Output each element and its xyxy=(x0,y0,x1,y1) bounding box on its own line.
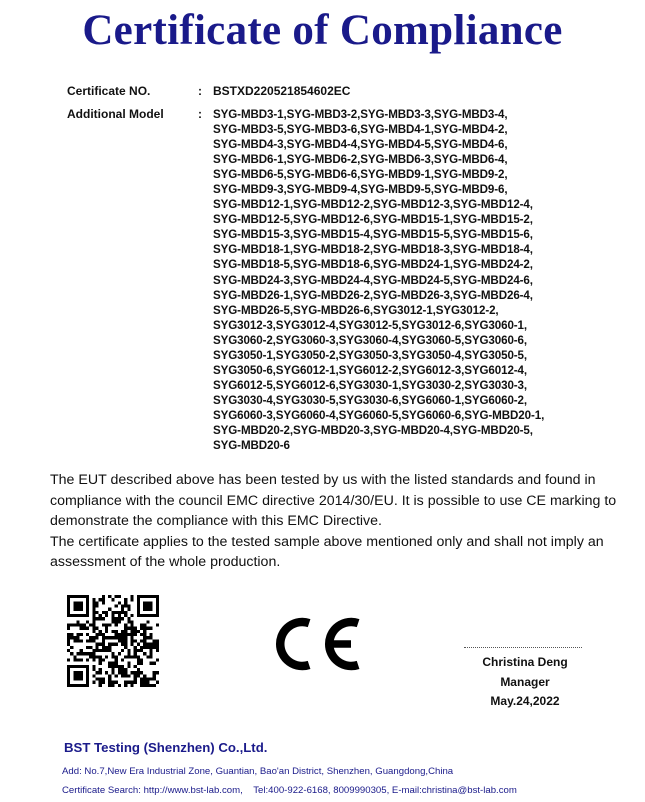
company-name: BST Testing (Shenzhen) Co.,Ltd. xyxy=(64,740,268,755)
model-line: SYG-MBD6-5,SYG-MBD6-6,SYG-MBD9-1,SYG-MBD9-2, xyxy=(213,168,508,182)
ce-mark-icon xyxy=(265,612,365,676)
model-line: SYG-MBD18-1,SYG-MBD18-2,SYG-MBD18-3,SYG-MBD18-4, xyxy=(213,243,533,257)
statement-paragraph-2: The certificate applies to the tested sample above mentioned only and shall not imply an assessment of the whole production. xyxy=(50,533,604,571)
additional-model-label: Additional Model xyxy=(67,107,164,121)
model-line: SYG-MBD3-1,SYG-MBD3-2,SYG-MBD3-3,SYG-MBD3-4, xyxy=(213,108,508,121)
model-line: SYG-MBD9-3,SYG-MBD9-4,SYG-MBD9-5,SYG-MBD9-6, xyxy=(213,183,508,197)
statement-paragraph-1: The EUT described above has been tested by us with the listed standards and found in compliance with the council EMC directive 2014/30/EU. It is possible to use CE marking to demonstrate the compliance with this EMC Directive. xyxy=(50,472,617,530)
additional-model-list xyxy=(213,107,613,453)
certificate-search-contact: Certificate Search: http://www.bst-lab.com, Tel:400-922-6168, 8009990305, E-mail:christina@bst-lab.com xyxy=(62,785,517,796)
model-line: SYG3050-1,SYG3050-2,SYG3050-3,SYG3050-4,SYG3050-5, xyxy=(213,348,528,362)
qr-code-icon xyxy=(67,595,159,687)
model-line: SYG3012-3,SYG3012-4,SYG3012-5,SYG3012-6,SYG3060-1, xyxy=(213,318,528,332)
certificate-title: Certificate of Compliance xyxy=(82,7,563,54)
model-line: SYG-MBD3-5,SYG-MBD3-6,SYG-MBD4-1,SYG-MBD4-2, xyxy=(213,123,508,137)
additional-model-colon: : xyxy=(198,107,202,121)
model-line: SYG-MBD12-5,SYG-MBD12-6,SYG-MBD15-1,SYG-MBD15-2, xyxy=(213,213,533,227)
company-address: Add: No.7,New Era Industrial Zone, Guantian, Bao'an District, Shenzhen, Guangdong,China xyxy=(62,766,454,777)
model-line: SYG3050-6,SYG6012-1,SYG6012-2,SYG6012-3,SYG6012-4, xyxy=(213,363,528,377)
model-line: SYG-MBD24-3,SYG-MBD24-4,SYG-MBD24-5,SYG-MBD24-6, xyxy=(213,273,533,287)
model-line: SYG-MBD6-1,SYG-MBD6-2,SYG-MBD6-3,SYG-MBD6-4, xyxy=(213,153,508,167)
certificate-no-value: BSTXD220521854602EC xyxy=(213,84,351,98)
model-line: SYG-MBD26-1,SYG-MBD26-2,SYG-MBD26-3,SYG-MBD26-4, xyxy=(213,288,533,302)
model-line: SYG3030-4,SYG3030-5,SYG3030-6,SYG6060-1,SYG6060-2, xyxy=(213,393,528,407)
signer-name: Christina Deng xyxy=(482,655,568,669)
signer-role: Manager xyxy=(500,675,550,689)
signature-date: May.24,2022 xyxy=(490,694,560,708)
model-line: SYG-MBD20-2,SYG-MBD20-3,SYG-MBD20-4,SYG-MBD20-5, xyxy=(213,423,533,437)
model-line: SYG-MBD4-3,SYG-MBD4-4,SYG-MBD4-5,SYG-MBD4-6, xyxy=(213,138,508,152)
certificate-no-label: Certificate NO. xyxy=(67,84,151,98)
model-line: SYG6012-5,SYG6012-6,SYG3030-1,SYG3030-2,SYG3030-3, xyxy=(213,378,528,392)
certificate-no-colon: : xyxy=(198,84,202,98)
model-line: SYG6060-3,SYG6060-4,SYG6060-5,SYG6060-6,SYG-MBD20-1, xyxy=(213,408,545,422)
model-line: SYG-MBD15-3,SYG-MBD15-4,SYG-MBD15-5,SYG-MBD15-6, xyxy=(213,228,533,242)
model-line: SYG-MBD20-6 xyxy=(213,439,290,453)
signature-line xyxy=(464,647,582,648)
model-line: SYG3060-2,SYG3060-3,SYG3060-4,SYG3060-5,SYG3060-6, xyxy=(213,333,528,347)
model-line: SYG-MBD26-5,SYG-MBD26-6,SYG3012-1,SYG3012-2, xyxy=(213,303,499,317)
compliance-statement xyxy=(50,470,620,573)
model-line: SYG-MBD12-1,SYG-MBD12-2,SYG-MBD12-3,SYG-MBD12-4, xyxy=(213,198,533,212)
model-line: SYG-MBD18-5,SYG-MBD18-6,SYG-MBD24-1,SYG-MBD24-2, xyxy=(213,258,533,272)
